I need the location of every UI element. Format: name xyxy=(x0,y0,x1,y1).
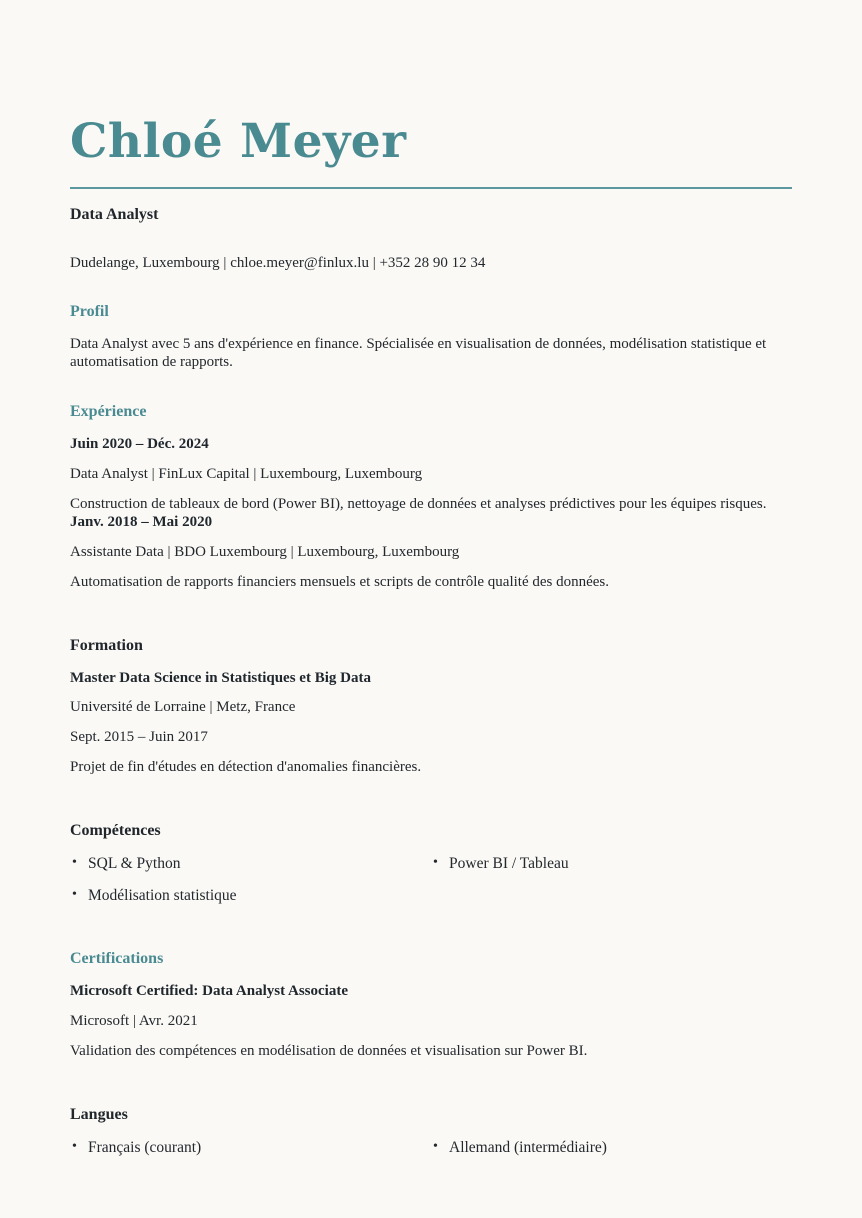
profil-summary: Data Analyst avec 5 ans d'expérience en finance. Spécialisée en visualisation de données, modélisation statistique et automatisation de rapports. xyxy=(70,335,767,371)
list-item: • SQL & Python xyxy=(70,854,431,873)
formation-description: Projet de fin d'études en détection d'anomalies financières. xyxy=(70,758,422,775)
list-item: • Modélisation statistique xyxy=(70,886,431,905)
formation-dates: Sept. 2015 – Juin 2017 xyxy=(70,729,208,746)
job-title: Data Analyst xyxy=(70,205,159,223)
list-item: • Français (courant) xyxy=(70,1138,431,1157)
section-certifications xyxy=(70,950,792,1060)
experience-entry xyxy=(70,513,792,591)
section-langues xyxy=(70,1106,792,1157)
entry-role: Data Analyst | FinLux Capital | Luxembourg, Luxembourg xyxy=(70,465,423,482)
entry-description: Automatisation de rapports financiers mensuels et scripts de contrôle qualité des données. xyxy=(70,573,610,590)
section-formation xyxy=(70,637,792,777)
section-experience xyxy=(70,403,792,592)
certification-name: Microsoft Certified: Data Analyst Associate xyxy=(70,983,348,1000)
school-line: Université de Lorraine | Metz, France xyxy=(70,699,296,716)
certification-description: Validation des compétences en modélisation de données et visualisation sur Power BI. xyxy=(70,1042,588,1059)
section-title-experience: Expérience xyxy=(70,403,147,421)
section-title-langues: Langues xyxy=(70,1105,128,1123)
section-title-competences: Compétences xyxy=(70,821,161,839)
entry-dates: Juin 2020 – Déc. 2024 xyxy=(70,436,209,453)
experience-entry xyxy=(70,435,792,513)
section-competences xyxy=(70,822,792,906)
section-title-formation: Formation xyxy=(70,636,143,654)
list-item: • Power BI / Tableau xyxy=(431,854,792,873)
contact-line: Dudelange, Luxembourg | chloe.meyer@finlux.lu | +352 28 90 12 34 xyxy=(70,254,486,271)
section-title-certifications: Certifications xyxy=(70,950,164,968)
entry-description: Construction de tableaux de bord (Power BI), nettoyage de données et analyses prédictives pour les équipes risques. xyxy=(70,495,767,512)
entry-dates: Janv. 2018 – Mai 2020 xyxy=(70,514,213,531)
languages-list xyxy=(70,1138,792,1157)
header-divider xyxy=(70,187,792,189)
entry-role: Assistante Data | BDO Luxembourg | Luxembourg, Luxembourg xyxy=(70,544,460,561)
skills-list xyxy=(70,854,792,906)
section-profil xyxy=(70,303,792,373)
certification-issuer: Microsoft | Avr. 2021 xyxy=(70,1013,198,1030)
degree-title: Master Data Science in Statistiques et Big Data xyxy=(70,669,371,686)
list-item: • Allemand (intermédiaire) xyxy=(431,1138,792,1157)
page-title: Chloé Meyer xyxy=(70,114,407,169)
section-title-profil: Profil xyxy=(70,302,109,320)
